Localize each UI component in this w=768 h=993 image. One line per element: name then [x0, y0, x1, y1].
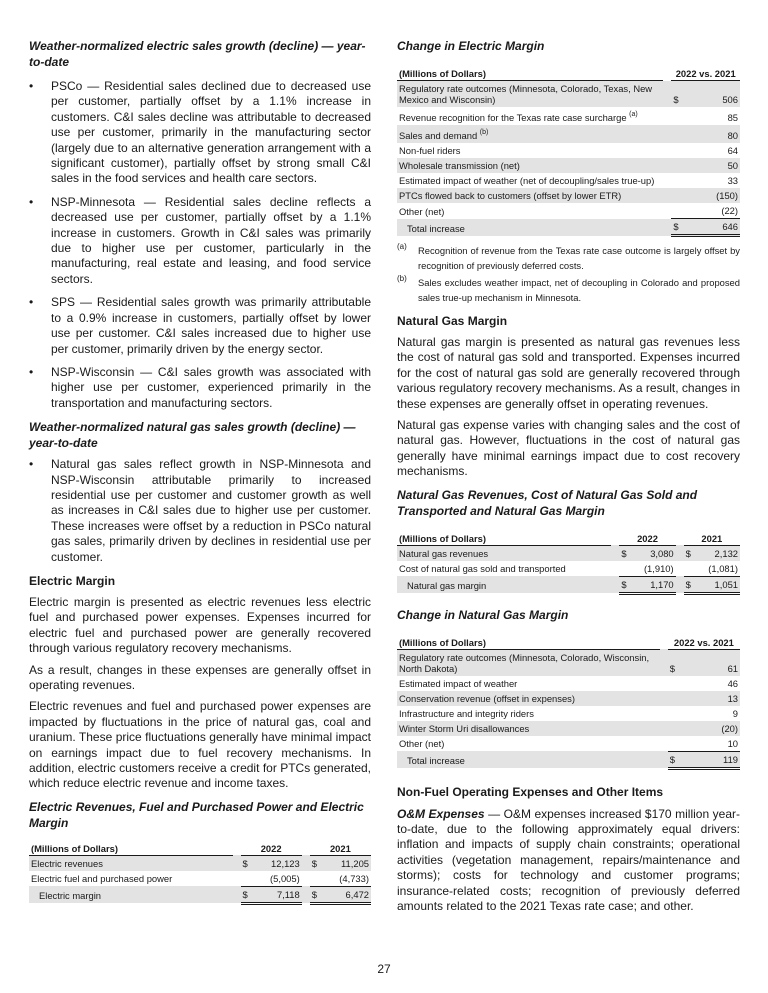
- change-electric-table: [397, 66, 740, 237]
- bullet-icon: •: [29, 295, 34, 310]
- column-header: (Millions of Dollars): [397, 635, 660, 650]
- footnote-ref: (a): [629, 111, 638, 118]
- electric-sales-bullets: [29, 79, 371, 411]
- change-gas-heading: Change in Natural Gas Margin: [397, 607, 569, 622]
- bullet-item: • PSCo — Residential sales declined due to decreased use per customer, partially offset by a 1.1% increase in customers. C&I sales decline was attributable to decreased use per customer, primarily in the manufacturing sector (largely due to an alternative generation arrangement with a significant customer), partially offset by strong small C&I sales in the food services and health care sectors.: [29, 79, 371, 186]
- table-header-row: [397, 635, 740, 650]
- table-row: Estimated impact of weather (net of decoupling/sales true-up) 33: [399, 175, 738, 186]
- bullet-icon: •: [29, 457, 34, 472]
- table-row-total: Total increase $ 646: [397, 219, 740, 236]
- footnote-ref: (b): [479, 129, 489, 136]
- table-header-row: [397, 66, 740, 81]
- gas-sales-heading: Weather-normalized natural gas sales growth (decline) — year-to-date: [29, 420, 356, 451]
- om-lead: O&M Expenses: [397, 806, 485, 821]
- gas-margin-table: [397, 531, 740, 595]
- gas-table-title: Natural Gas Revenues, Cost of Natural Gas Sold and Transported and Natural Gas Margin: [397, 487, 698, 518]
- footnote: (b) Sales excludes weather impact, net of decoupling in Colorado and proposed sales true-up mechanism in Minnesota.: [397, 274, 740, 303]
- table-row-total: Natural gas margin $ 1,170 $ 1,051: [397, 576, 740, 593]
- table-header-row: [29, 841, 371, 856]
- table-row: Winter Storm Uri disallowances (20): [399, 722, 738, 734]
- left-column: [29, 38, 371, 905]
- bullet-item: • SPS — Residential sales growth was primarily attributable to a 0.9% increase in customers, partially offset by lower use per customer. C&I sales increased due to higher use per customer, primarily driven by the energy sector.: [29, 295, 371, 356]
- electric-margin-paragraph: Electric margin is presented as electric revenues less electric fuel and purchased power expenses. Expenses incurred for electric fuel and purchased power are generally recovered through various regulatory recovery mechanisms.: [29, 594, 371, 656]
- electric-margin-paragraph: As a result, changes in these expenses are generally offset in operating revenues.: [29, 662, 371, 692]
- table-row: Electric revenues $ 12,123 $ 11,205: [29, 855, 371, 871]
- table-row: Other (net) (22): [399, 205, 738, 217]
- column-header: 2022: [619, 531, 675, 546]
- column-header: 2022: [241, 841, 302, 856]
- change-electric-heading: Change in Electric Margin: [397, 39, 545, 53]
- electric-margin-heading: Electric Margin: [29, 573, 116, 588]
- gas-margin-heading: Natural Gas Margin: [397, 314, 508, 328]
- electric-margin-table: [29, 841, 371, 905]
- footnote: (a) Recognition of revenue from the Texas rate case outcome is largely offset by recognition of previously deferred costs.: [397, 242, 740, 271]
- column-header: 2021: [684, 531, 740, 546]
- gas-sales-bullets: [29, 457, 371, 565]
- bullet-icon: •: [29, 79, 34, 93]
- electric-margin-paragraph: Electric revenues and fuel and purchased power expenses are impacted by fluctuations in the price of natural gas, coal and uranium. These price fluctuations generally have minimal impact on earnings impact due to fuel recovery mechanisms. In addition, electric customers receive a credit for PTCs generated, which reduce electric revenue and income taxes.: [29, 699, 371, 791]
- change-gas-table: [397, 635, 740, 770]
- bullet-icon: •: [29, 364, 34, 379]
- table-row: Estimated impact of weather 46: [399, 677, 738, 689]
- bullet-item: • Natural gas sales reflect growth in NSP-Minnesota and NSP-Wisconsin attributable primarily to increased residential use per customer and customer growth as well as increases in C&I sales due to higher use per customer. These increases were offset by a reduction in PSCo natural gas sales, primarily driven by declines in residential use per customer.: [29, 457, 371, 564]
- column-header: (Millions of Dollars): [397, 531, 611, 546]
- table-row-total: Total increase $ 119: [397, 751, 740, 768]
- table-row: Electric fuel and purchased power (5,005) (4,733): [31, 872, 369, 885]
- bullet-icon: •: [29, 194, 34, 209]
- om-expenses-paragraph: O&M Expenses — O&M expenses increased $170 million year-to-date, due to the following approximately equal drivers: inflation and impacts of supply chain constraints; operational activities (vegetation management, repairs/maintenance and storms); costs for technology and customer programs; insurance-related costs; recognition of previously deferred amounts related to the 2021 Texas rate case; and other.: [397, 806, 740, 914]
- table-row: Regulatory rate outcomes (Minnesota, Colorado, Texas, New Mexico and Wisconsin) $ 506: [397, 81, 740, 108]
- page-number: 27: [377, 962, 391, 976]
- table-row: Conservation revenue (offset in expenses) 13: [399, 692, 738, 704]
- table-row: Infrastructure and integrity riders 9: [399, 707, 738, 719]
- table-row: Revenue recognition for the Texas rate case surcharge $^{(a)}$ 85: [399, 111, 738, 123]
- table-row: PTCs flowed back to customers (offset by lower ETR) (150): [399, 190, 738, 201]
- table-header-row: [397, 531, 740, 546]
- electric-sales-heading: Weather-normalized electric sales growth (decline) — year-to-date: [29, 39, 366, 69]
- column-header: 2022 vs. 2021: [668, 635, 740, 650]
- column-header: (Millions of Dollars): [397, 66, 663, 81]
- nonfuel-heading: Non-Fuel Operating Expenses and Other Items: [397, 784, 664, 799]
- table-row: Regulatory rate outcomes (Minnesota, Colorado, Wisconsin, North Dakota) $ 61: [397, 649, 740, 676]
- column-header: (Millions of Dollars): [29, 841, 233, 856]
- table-row: Cost of natural gas sold and transported (1,910) (1,081): [399, 562, 738, 575]
- table-row: Other (net) 10: [399, 737, 738, 750]
- bullet-item: • NSP-Wisconsin — C&I sales growth was associated with higher use per customer, experienced primarily in the transportation and manufacturing sectors.: [29, 364, 371, 410]
- electric-table-title: Electric Revenues, Fuel and Purchased Power and Electric Margin: [29, 799, 364, 830]
- column-header: 2022 vs. 2021: [671, 66, 740, 81]
- table-row-total: Electric margin $ 7,118 $ 6,472: [29, 886, 371, 903]
- table-row: Sales and demand $^{(b)}$ 80: [397, 125, 740, 143]
- column-header: 2021: [310, 841, 371, 856]
- gas-margin-paragraph: Natural gas expense varies with changing sales and the cost of natural gas. However, fluctuations in the cost of natural gas generally have minimal earnings impact due to cost recovery mechanisms.: [397, 418, 740, 479]
- gas-margin-paragraph: Natural gas margin is presented as natural gas revenues less the cost of natural gas sold and transported. Expenses incurred for the cost of natural gas sold are generally recovered through various regulatory recovery mechanisms. As a result, changes in these expenses are generally offset in operating revenues.: [397, 335, 740, 411]
- table-row: Natural gas revenues $ 3,080 $ 2,132: [397, 545, 740, 561]
- right-column: [397, 38, 740, 915]
- table-row: Non-fuel riders 64: [399, 145, 738, 156]
- table-row: Wholesale transmission (net) 50: [399, 160, 738, 171]
- bullet-item: • NSP-Minnesota — Residential sales decline reflects a decreased use per customer, partially offset by a 1.1% increase in customers. Growth in C&I sales was primarily due to higher use per customer, particularly in the manufacturing, real estate and leasing, and food service sectors.: [29, 194, 371, 286]
